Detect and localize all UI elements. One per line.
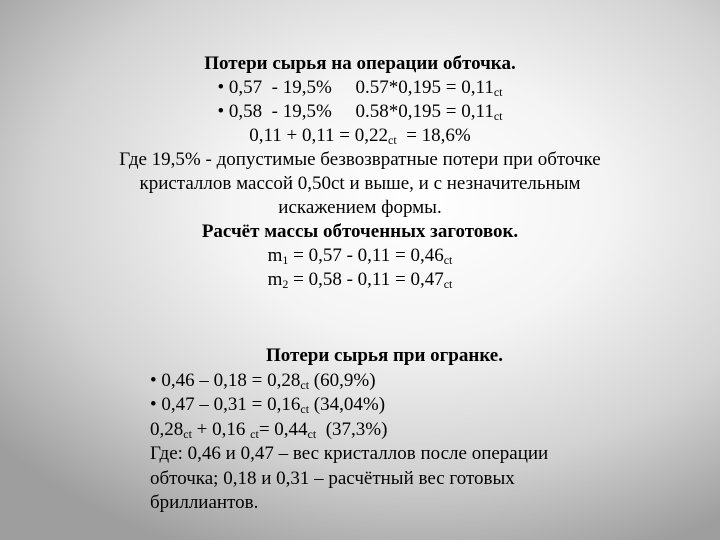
carat-unit: ct [443,253,453,267]
mass-index: 2 [282,277,289,291]
blank-mass-subtitle: Расчёт массы обточенных заготовок. [201,221,519,242]
calc-percent: (37,3%) [316,418,388,440]
turning-total-row [100,124,620,148]
calc-percent: (60,9%) [309,369,376,391]
carat-unit: ct [300,402,310,416]
mass-index: 1 [282,253,289,267]
turning-losses-block [100,52,620,292]
carat-unit: ct [493,85,503,99]
carat-unit: ct [300,377,310,392]
carat-unit: ct [388,133,397,147]
calc-term-b: + 0,16 [191,418,251,440]
calc-text: • 0,58 - 19,5% 0.58*0,195 = 0,11 [217,101,494,122]
carat-unit: ct [250,426,259,441]
carat-unit: ct [443,277,453,291]
carat-unit: ct [307,426,317,441]
mass-m2-row [100,268,620,292]
calc-percent: = 18,6% [396,125,471,146]
cutting-total-row [150,418,610,443]
calc-text: • 0,47 – 0,31 = 0,16 [150,394,301,415]
carat-unit: ct [183,426,192,441]
cutting-calc-row-2 [150,393,610,418]
calc-term-c: = 0,44 [258,418,308,440]
mass-var: m [267,269,283,290]
cutting-calc-row-1 [150,369,610,394]
calc-text: 0,11 + 0,11 = 0,22 [249,125,389,146]
mass-expr: = 0,58 - 0,11 = 0,47 [288,269,444,290]
calc-term-a: 0,28 [150,418,184,440]
turning-calc-row-1 [100,76,620,100]
calc-text: • 0,46 – 0,18 = 0,28 [150,369,301,391]
cutting-losses-block [150,344,610,516]
calc-text: • 0,57 - 19,5% 0.57*0,195 = 0,11 [217,77,494,98]
cutting-losses-note: Где: 0,46 и 0,47 – вес кристаллов после операции обточка; 0,18 и 0,31 – расчётный вес готовых бриллиантов. [150,443,549,513]
cutting-losses-title: Потери сырья при огранке. [266,345,503,366]
carat-unit: ct [493,109,503,123]
turning-losses-note: Где 19,5% - допустимые безвозвратные потери при обточке кристаллов массой 0,50ct и выше, и с незначительным искажением формы. [119,149,601,218]
mass-expr: = 0,57 - 0,11 = 0,46 [288,245,444,266]
mass-var: m [267,245,283,266]
turning-calc-row-2 [100,100,620,124]
mass-m1-row [100,244,620,268]
turning-losses-title: Потери сырья на операции обточка. [204,53,516,74]
calc-percent: (34,04%) [309,394,386,415]
